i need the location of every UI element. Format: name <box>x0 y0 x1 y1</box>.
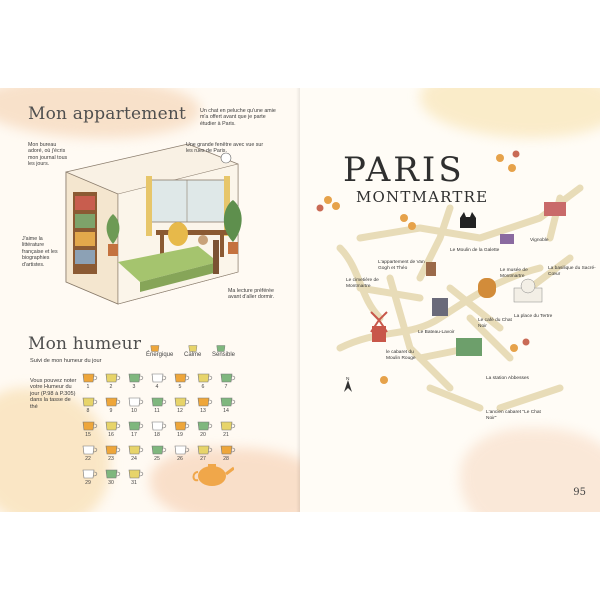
mood-cup <box>197 396 213 408</box>
note-teddy: Un chat en peluche qu'une amie m'a offert avant que je parte étudier à Paris. <box>200 108 276 127</box>
apartment-title: Mon appartement <box>28 104 187 124</box>
mood-cup-number: 1 <box>86 384 90 390</box>
mood-cup <box>82 444 98 456</box>
left-page <box>0 88 300 512</box>
legend-sensible: Sensible <box>212 352 236 358</box>
label-sacre-coeur: La basilique du Sacré-Cœur <box>548 266 596 277</box>
mood-cup-number: 30 <box>108 480 114 486</box>
mood-cup <box>82 372 98 384</box>
mood-cup-number: 21 <box>223 432 229 438</box>
mood-cup <box>105 420 121 432</box>
mood-cup-number: 20 <box>200 432 206 438</box>
mood-cup-number: 3 <box>132 384 136 390</box>
mood-cup <box>105 444 121 456</box>
note-books: J'aime la littérature française et les biographies d'artistes. <box>22 236 58 268</box>
mood-cup <box>174 444 190 456</box>
mood-cup <box>128 372 144 384</box>
mood-cup-number: 2 <box>109 384 113 390</box>
mood-cup-number: 6 <box>201 384 205 390</box>
legend-energique: Énergique <box>146 352 174 358</box>
mood-cup-number: 10 <box>131 408 137 414</box>
label-moulin-galette: Le Moulin de la Galette <box>450 248 500 253</box>
legend-cup-icon <box>150 344 162 353</box>
note-window: Une grande fenêtre avec vue sur les rues de Paris. <box>186 142 264 155</box>
label-bateau-lavoir: Le Bateau-Lavoir <box>418 330 455 335</box>
label-cafe-chat-noir: Le café du Chat Noir <box>478 318 512 329</box>
mood-note: Vous pouvez noter votre Humeur du jour (P.98 à P.305) dans la tasse de thé <box>30 378 77 410</box>
mood-cup <box>128 444 144 456</box>
mood-cup-number: 24 <box>131 456 137 462</box>
mood-cup-number: 19 <box>177 432 183 438</box>
mood-cup <box>105 396 121 408</box>
teapot-icon <box>190 458 234 490</box>
mood-cup-number: 25 <box>154 456 160 462</box>
mood-cup-number: 5 <box>178 384 182 390</box>
mood-cup <box>174 420 190 432</box>
mood-cup <box>197 372 213 384</box>
mood-cup-number: 23 <box>108 456 114 462</box>
right-page <box>300 88 600 512</box>
label-place-tertre: La place du Tertre <box>514 314 553 319</box>
mood-cup-number: 13 <box>200 408 206 414</box>
mood-cup <box>174 396 190 408</box>
legend-cup-icon <box>216 344 228 353</box>
mood-cup <box>82 396 98 408</box>
mood-cup-number: 22 <box>85 456 91 462</box>
mood-cup-number: 4 <box>155 384 159 390</box>
mood-cup <box>197 420 213 432</box>
mood-subtitle: Suivi de mon humeur du jour <box>30 358 102 364</box>
note-reading: Ma lecture préférée avant d'aller dormir. <box>228 288 275 301</box>
mood-cup-number: 26 <box>177 456 183 462</box>
mood-cup <box>220 372 236 384</box>
mood-cup <box>220 444 236 456</box>
watercolor-wash <box>460 428 600 512</box>
label-vignoble: Vignoble <box>530 238 549 243</box>
mood-cup-number: 17 <box>131 432 137 438</box>
mood-cup-number: 29 <box>85 480 91 486</box>
book-spread <box>0 88 600 512</box>
mood-cup <box>82 468 98 480</box>
mood-cup <box>151 420 167 432</box>
mood-cup <box>151 444 167 456</box>
mood-cup <box>197 444 213 456</box>
mood-cup <box>151 396 167 408</box>
mood-cup-number: 27 <box>200 456 206 462</box>
map-subtitle: MONTMARTRE <box>356 188 489 206</box>
label-abbesses: La station Abbesses <box>486 376 529 381</box>
map-title: PARIS <box>343 150 465 190</box>
mood-cup-number: 16 <box>108 432 114 438</box>
mood-cup-number: 18 <box>154 432 160 438</box>
mood-cup-number: 28 <box>223 456 229 462</box>
label-musee: Le musée de Montmartre <box>500 268 528 279</box>
note-desk: Mon bureau adoré, où j'écris mon journal tous les jours. <box>28 142 68 168</box>
label-van-gogh: L'appartement de Van Gogh et Théo <box>378 260 425 271</box>
mood-cup-number: 31 <box>131 480 137 486</box>
page-number: 95 <box>573 487 586 498</box>
mood-cup <box>105 468 121 480</box>
mood-title: Mon humeur <box>28 334 142 354</box>
label-cimetiere: Le cimetière de Montmartre <box>346 278 379 289</box>
mood-cup <box>220 420 236 432</box>
mood-cup <box>82 420 98 432</box>
mood-cup <box>151 372 167 384</box>
mood-cup-number: 15 <box>85 432 91 438</box>
legend-calme: Calme <box>184 352 202 358</box>
legend-cup-icon <box>188 344 200 353</box>
mood-cup-number: 9 <box>109 408 113 414</box>
mood-cup-number: 7 <box>224 384 228 390</box>
label-ancien-chat-noir: L'ancien cabaret "Le Chat Noir" <box>486 410 541 421</box>
mood-cup-number: 8 <box>86 408 90 414</box>
montmartre-map <box>300 88 600 428</box>
compass-label: N <box>346 377 350 382</box>
mood-cup <box>128 468 144 480</box>
label-moulin-rouge: le cabaret du Moulin Rouge <box>386 350 416 361</box>
mood-cup <box>220 396 236 408</box>
mood-cup-number: 11 <box>154 408 160 414</box>
mood-cup-number: 12 <box>177 408 183 414</box>
mood-cup <box>105 372 121 384</box>
mood-cup-number: 14 <box>223 408 229 414</box>
mood-cup <box>128 396 144 408</box>
mood-cup <box>128 420 144 432</box>
mood-cup <box>174 372 190 384</box>
